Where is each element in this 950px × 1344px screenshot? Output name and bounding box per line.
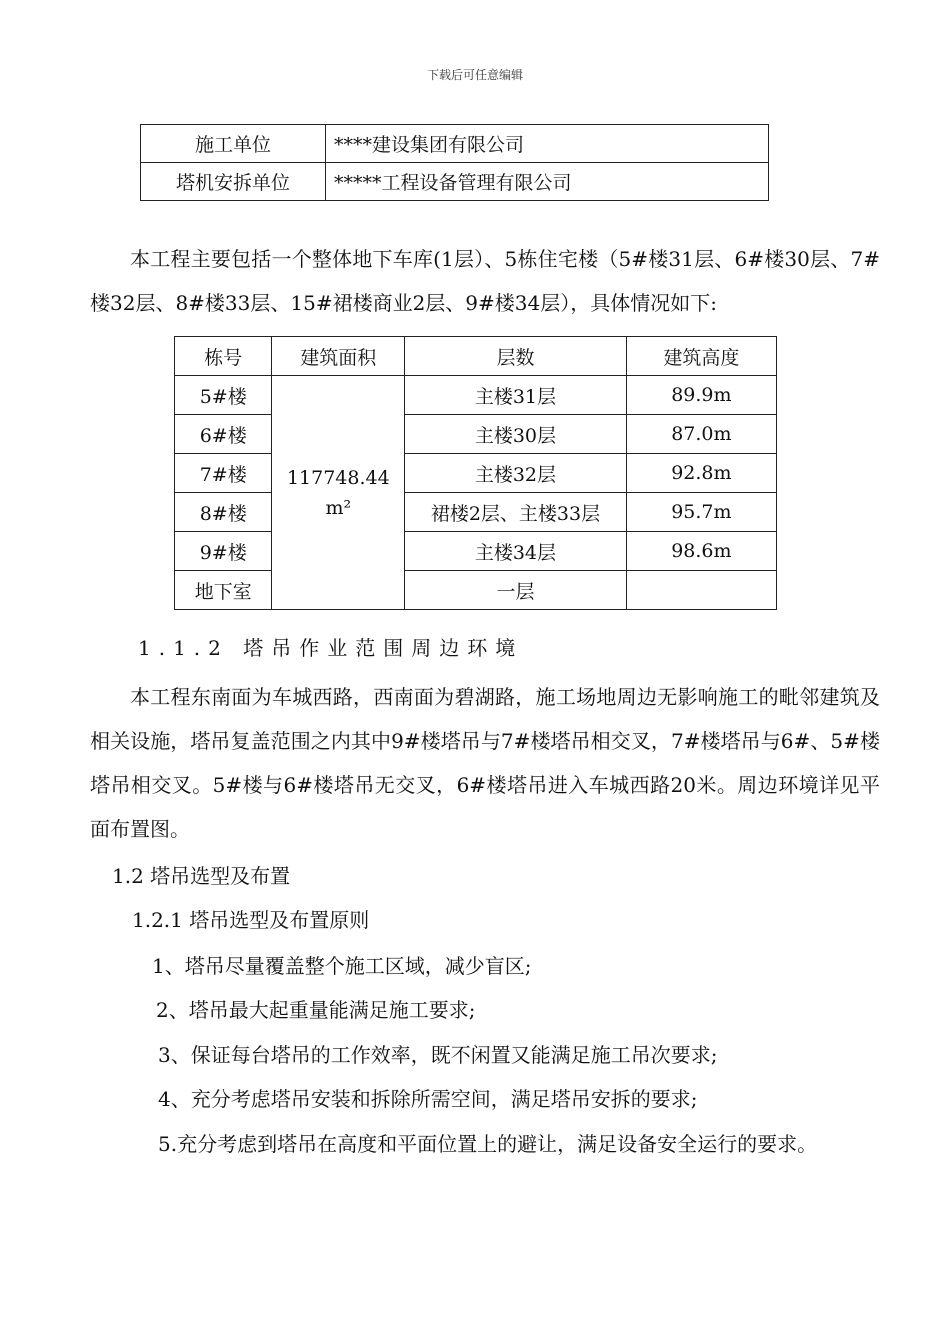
table-row	[175, 571, 777, 610]
construction-units-table	[140, 124, 769, 201]
table-row	[175, 415, 777, 454]
intro-paragraph: 本工程主要包括一个整体地下车库(1层）、5栋住宅楼（5#楼31层、6#楼30层、7#楼32层、8#楼33层、15#裙楼商业2层、9#楼34层），具体情况如下:	[90, 247, 880, 315]
column-header: 建筑面积	[272, 337, 405, 376]
building-floors: 主楼34层	[405, 532, 627, 571]
unit-label: 施工单位	[141, 125, 326, 163]
building-id: 8#楼	[175, 493, 272, 532]
building-id: 9#楼	[175, 532, 272, 571]
table-row	[175, 454, 777, 493]
building-height: 89.9m	[626, 376, 776, 415]
column-header: 栋号	[175, 337, 272, 376]
principle-item: 4、充分考虑塔吊安装和拆除所需空间，满足塔吊安拆的要求;	[158, 1087, 698, 1111]
section-heading-1-2-1: 1.2.1 塔吊选型及布置原则	[132, 908, 370, 932]
section-heading-1-1-2: 1.1.2 塔吊作业范围周边环境	[138, 636, 524, 660]
building-height	[626, 571, 776, 610]
table-row	[141, 163, 769, 201]
principle-item: 1、塔吊尽量覆盖整个施工区域，减少盲区;	[152, 954, 532, 978]
unit-value: *****工程设备管理有限公司	[326, 163, 769, 201]
table-row	[175, 376, 777, 415]
table-header-row	[175, 337, 777, 376]
building-floors: 主楼30层	[405, 415, 627, 454]
building-floors: 裙楼2层、主楼33层	[405, 493, 627, 532]
building-id: 6#楼	[175, 415, 272, 454]
building-height: 92.8m	[626, 454, 776, 493]
environment-paragraph: 本工程东南面为车城西路，西南面为碧湖路，施工场地周边无影响施工的毗邻建筑及相关设施，塔吊复盖范围之内其中9#楼塔吊与7#楼塔吊相交叉，7#楼塔吊与6#、5#楼塔吊相交叉。5#楼与6#楼塔吊无交叉，6#楼塔吊进入车城西路20米。周边环境详见平面布置图。	[90, 685, 880, 841]
header-note: 下载后可任意编辑	[426, 68, 523, 82]
table-row	[141, 125, 769, 163]
building-id: 地下室	[175, 571, 272, 610]
building-height: 98.6m	[626, 532, 776, 571]
principle-item: 3、保证每台塔吊的工作效率，既不闲置又能满足施工吊次要求;	[158, 1043, 718, 1067]
table-row	[175, 493, 777, 532]
unit-value: ****建设集团有限公司	[326, 125, 769, 163]
building-floors: 主楼32层	[405, 454, 627, 493]
building-floors: 一层	[405, 571, 627, 610]
building-floors: 主楼31层	[405, 376, 627, 415]
total-area-cell	[272, 376, 405, 610]
total-area-value: 117748.44	[286, 466, 390, 489]
principle-item: 2、塔吊最大起重量能满足施工要求;	[156, 998, 476, 1022]
column-header: 层数	[405, 337, 627, 376]
total-area-unit: m²	[325, 496, 352, 519]
building-id: 5#楼	[175, 376, 272, 415]
column-header: 建筑高度	[626, 337, 776, 376]
unit-label: 塔机安拆单位	[141, 163, 326, 201]
section-heading-1-2: 1.2 塔吊选型及布置	[112, 864, 291, 888]
building-id: 7#楼	[175, 454, 272, 493]
principle-item-5: 5.充分考虑到塔吊在高度和平面位置上的避让，满足设备安全运行的要求。	[158, 1132, 818, 1156]
building-height: 87.0m	[626, 415, 776, 454]
buildings-table	[174, 336, 777, 610]
building-height: 95.7m	[626, 493, 776, 532]
table-row	[175, 532, 777, 571]
